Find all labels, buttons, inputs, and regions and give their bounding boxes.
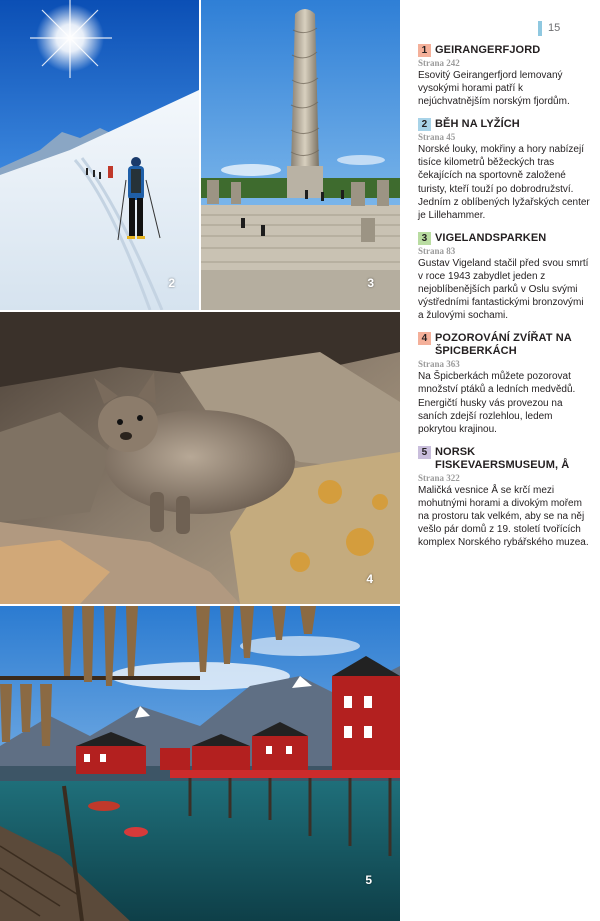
entry-description: Esovitý Geirangerfjord lemovaný vysokými horami patří k nejúchvatnějším norským fjordům. xyxy=(418,70,570,108)
entry-description: Na Špicberkách můžete pozorovat množství ptáků a ledních medvědů. Energičtí husky vás provezou na saních zdejší rozlehlou, ledem pokrytou krajinou. xyxy=(418,371,576,435)
entry-number-badge: 4 xyxy=(418,332,431,345)
entry-page-ref: Strana 322 xyxy=(418,472,460,483)
photo-cross-country-skiing xyxy=(0,0,199,310)
photo-arctic-fox xyxy=(0,312,400,604)
highlight-entry xyxy=(418,118,590,222)
entry-page-ref: Strana 363 xyxy=(418,359,460,370)
entry-heading xyxy=(418,332,590,358)
entry-description: Gustav Vigeland stačil před svou smrtí v roce 1943 zabydlet jeden z nejoblíbenějších parků v Oslu svými výstředními fantastickými bronzovými a žulovými sochami. xyxy=(418,257,589,322)
page-number-marker xyxy=(538,21,542,36)
highlight-entry xyxy=(418,44,590,108)
highlights-list xyxy=(418,44,590,559)
entry-title: POZOROVÁNÍ ZVÍŘAT NA ŠPICBERKÁCH xyxy=(435,332,572,358)
entry-number-badge: 5 xyxy=(418,446,431,459)
page-number-block xyxy=(538,20,560,36)
photo-vigeland-monolith xyxy=(201,0,400,310)
entry-page-ref: Strana 242 xyxy=(418,58,460,68)
photo-number: 2 xyxy=(168,276,175,290)
entry-description: Maličká vesnice Å se krčí mezi mohutnými horami a divokým mořem na prostoru tak velkém, aby se na něj vešlo pár domů z 19. století tvořících komplex Norského rybářského muzea. xyxy=(418,484,589,549)
photo-number: 3 xyxy=(367,276,374,290)
entry-heading xyxy=(418,118,590,131)
entry-title: VIGELANDSPARKEN xyxy=(435,231,547,244)
photo-number: 5 xyxy=(365,873,372,887)
entry-heading xyxy=(418,44,590,57)
entry-number-badge: 3 xyxy=(418,232,431,245)
page-number: 15 xyxy=(548,22,561,34)
entry-page-ref: Strana 83 xyxy=(418,245,456,256)
entry-title: BĚH NA LYŽÍCH xyxy=(435,118,520,131)
entry-heading xyxy=(418,232,590,245)
highlight-entry xyxy=(418,232,590,322)
entry-title: GEIRANGERFJORD xyxy=(435,44,541,56)
entry-number-badge: 1 xyxy=(418,44,431,57)
entry-title: NORSK FISKEVAERSMUSEUM, Å xyxy=(435,445,570,471)
highlight-entry xyxy=(418,446,590,549)
photo-number: 4 xyxy=(366,572,373,586)
highlight-entry xyxy=(418,332,590,435)
entry-heading xyxy=(418,446,590,472)
photo-fishing-village xyxy=(0,606,400,921)
entry-description: Norské louky, mokřiny a hory nabízejí tisíce kilometrů běžeckých tras čekajících na sportovně založené turisty, kteří touží po dobrodružství. Jedním z oblíbených lyžařských center je Lillehammer. xyxy=(418,144,590,221)
entry-page-ref: Strana 45 xyxy=(418,132,456,143)
entry-number-badge: 2 xyxy=(418,118,431,131)
